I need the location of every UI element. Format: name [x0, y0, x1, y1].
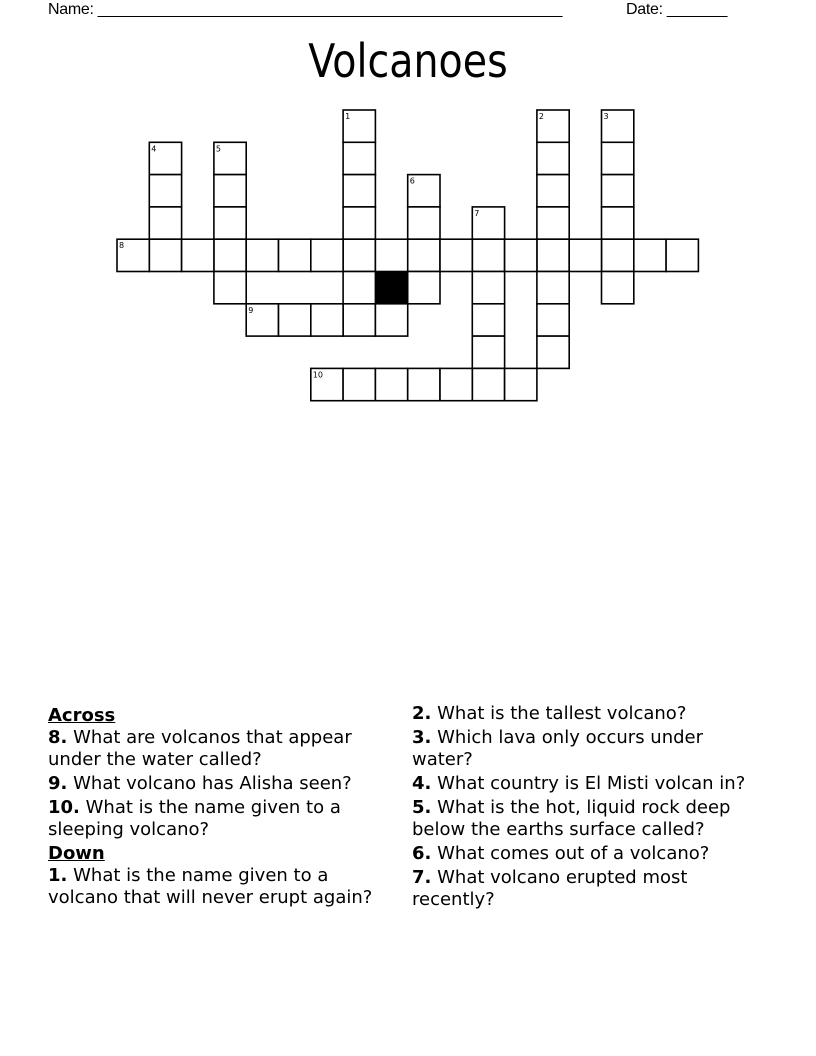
- grid-cell[interactable]: [343, 239, 375, 271]
- grid-cell[interactable]: [505, 239, 537, 271]
- clue-number: 1.: [48, 865, 68, 886]
- grid-cell[interactable]: [311, 239, 343, 271]
- grid-cell[interactable]: [537, 272, 569, 304]
- clue-number: 8.: [48, 727, 68, 748]
- grid-cell[interactable]: [440, 368, 472, 400]
- crossword-grid: [0, 0, 816, 420]
- grid-cell[interactable]: [666, 239, 698, 271]
- cell-number: 2: [538, 112, 544, 121]
- clue-text: What volcano has Alisha seen?: [73, 773, 352, 794]
- cell-number: 1: [345, 112, 351, 121]
- clue-text: What is the tallest volcano?: [437, 703, 687, 724]
- grid-cell[interactable]: [408, 207, 440, 239]
- clue-down-1: [48, 865, 388, 909]
- grid-cell[interactable]: [279, 304, 311, 336]
- cell-number: 9: [248, 305, 254, 315]
- grid-cell[interactable]: [537, 207, 569, 239]
- grid-cell[interactable]: [149, 175, 181, 207]
- grid-cell[interactable]: [149, 207, 181, 239]
- grid-cell[interactable]: [343, 142, 375, 174]
- clue-across-9: [48, 773, 388, 795]
- grid-cell[interactable]: [149, 239, 181, 271]
- grid-cell[interactable]: [440, 239, 472, 271]
- grid-cell[interactable]: [537, 304, 569, 336]
- grid-cell[interactable]: [634, 239, 666, 271]
- grid-cell[interactable]: [343, 175, 375, 207]
- cell-number: 5: [215, 144, 221, 154]
- grid-cell[interactable]: [602, 239, 634, 271]
- clue-text: What is the hot, liquid rock deep below the earths surface called?: [412, 797, 731, 840]
- grid-cell[interactable]: [602, 142, 634, 174]
- clue-across-8: [48, 727, 388, 771]
- grid-cell[interactable]: [602, 175, 634, 207]
- grid-cell[interactable]: [472, 336, 504, 368]
- cell-number: 8: [119, 241, 125, 251]
- grid-cell[interactable]: [214, 207, 246, 239]
- clue-number: 4.: [412, 773, 432, 794]
- clue-number: 9.: [48, 773, 68, 794]
- grid-cell[interactable]: [214, 272, 246, 304]
- clue-number: 7.: [412, 867, 432, 888]
- grid-cell[interactable]: [472, 304, 504, 336]
- grid-cell[interactable]: [343, 207, 375, 239]
- grid-cell[interactable]: [343, 304, 375, 336]
- grid-cell[interactable]: [214, 175, 246, 207]
- clue-down-6: [412, 843, 762, 865]
- grid-cell[interactable]: [537, 336, 569, 368]
- clue-text: What is the name given to a sleeping volcano?: [48, 797, 341, 840]
- grid-cell[interactable]: [182, 239, 214, 271]
- grid-cell[interactable]: [537, 175, 569, 207]
- clue-text: What country is El Misti volcan in?: [437, 773, 746, 794]
- clue-down-5: [412, 797, 762, 841]
- grid-cell[interactable]: [343, 272, 375, 304]
- grid-cell[interactable]: [343, 368, 375, 400]
- cell-number: 7: [474, 208, 480, 218]
- cell-number: 4: [151, 144, 157, 154]
- grid-cell[interactable]: [408, 239, 440, 271]
- clues-left-column: [48, 703, 388, 911]
- grid-cell[interactable]: [472, 368, 504, 400]
- clue-text: What are volcanos that appear under the water called?: [48, 727, 352, 770]
- grid-cell[interactable]: [246, 239, 278, 271]
- across-heading: Across: [48, 705, 116, 726]
- cell-number: 3: [603, 112, 609, 121]
- grid-cell[interactable]: [214, 239, 246, 271]
- clue-text: Which lava only occurs under water?: [412, 727, 704, 770]
- grid-cell[interactable]: [375, 304, 407, 336]
- clue-text: What is the name given to a volcano that will never erupt again?: [48, 865, 373, 908]
- grid-cell[interactable]: [537, 239, 569, 271]
- grid-cell[interactable]: [505, 368, 537, 400]
- clue-down-4: [412, 773, 762, 795]
- clue-text: What volcano erupted most recently?: [412, 867, 688, 910]
- clue-number: 6.: [412, 843, 432, 864]
- clue-across-10: [48, 797, 388, 841]
- grid-cell[interactable]: [602, 207, 634, 239]
- clue-text: What comes out of a volcano?: [437, 843, 710, 864]
- date-field[interactable]: Date: _______: [626, 1, 728, 18]
- grid-cell[interactable]: [375, 239, 407, 271]
- grid-cell[interactable]: [279, 239, 311, 271]
- clues-right-column: [412, 703, 762, 913]
- grid-cell[interactable]: [569, 239, 601, 271]
- grid-cell[interactable]: [602, 272, 634, 304]
- grid-cell[interactable]: [472, 239, 504, 271]
- clue-number: 5.: [412, 797, 432, 818]
- grid-cell[interactable]: [408, 368, 440, 400]
- grid-cell[interactable]: [408, 272, 440, 304]
- down-heading: Down: [48, 843, 105, 864]
- grid-cell[interactable]: [311, 304, 343, 336]
- cell-number: 10: [312, 370, 323, 380]
- clue-down-3: [412, 727, 762, 771]
- clue-number: 3.: [412, 727, 432, 748]
- page-title: Volcanoes: [308, 34, 508, 88]
- black-square: [375, 272, 407, 304]
- grid-cell[interactable]: [472, 272, 504, 304]
- grid-cell[interactable]: [537, 142, 569, 174]
- clue-number: 2.: [412, 703, 432, 724]
- clue-down-7: [412, 867, 762, 911]
- cell-number: 6: [409, 176, 415, 186]
- clue-number: 10.: [48, 797, 80, 818]
- clue-down-2: [412, 703, 762, 725]
- grid-cell[interactable]: [375, 368, 407, 400]
- name-field[interactable]: Name: ______________________________________________________: [48, 1, 563, 18]
